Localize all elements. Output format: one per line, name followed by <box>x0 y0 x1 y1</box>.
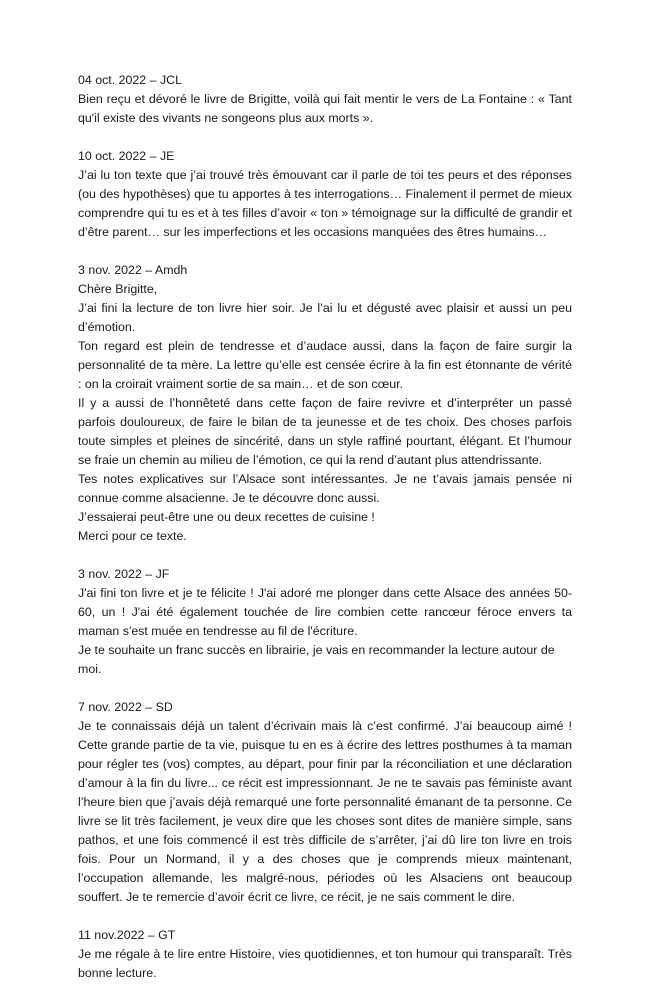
entry-paragraph: Je te souhaite un franc succès en librairie, je vais en recommander la lecture autour de moi. <box>78 643 555 676</box>
comment-entry-jf <box>78 565 572 679</box>
comment-entry-amdh <box>78 261 572 546</box>
entry-closing: Merci pour ce texte. <box>78 529 187 543</box>
entry-header: 11 nov.2022 – GT <box>78 928 176 942</box>
entry-paragraph: Je me régale à te lire entre Histoire, vies quotidiennes, et ton humour qui transparaît. Très bonne lecture. <box>78 947 572 980</box>
entry-paragraph: Il y a aussi de l’honnêteté dans cette façon de faire revivre et d’interpréter un passé parfois douloureux, de faire le bilan de ta jeunesse et de tes choix. Des choses parfois toute simples et pleines de sincérité, dans un style raffiné pourtant, élégant. Et l’humour se fraie un chemin au milieu de l’émotion, ce qui la rend d’autant plus attendrissante. <box>78 396 572 467</box>
entry-paragraph: Ton regard est plein de tendresse et d’audace aussi, dans la façon de faire surgir la personnalité de ta mère. La lettre qu’elle est censée écrire à la fin est étonnante de vérité : on la croirait vraiment sortie de sa main… et de son cœur. <box>78 339 572 391</box>
comment-entry-gt <box>78 926 572 983</box>
entry-header: 04 oct. 2022 – JCL <box>78 73 183 87</box>
entry-header: 3 nov. 2022 – JF <box>78 567 170 581</box>
entry-paragraph: Je te connaissais déjà un talent d’écrivain mais là c’est confirmé. J’ai beaucoup aimé ! Cette grande partie de ta vie, puisque tu en es à écrire des lettres posthumes à ta maman pour régler tes (vos) comptes, au départ, pour finir par la réconciliation et une déclaration d’amour à la fin du livre... ce récit est impressionnant. Je ne te savais pas féministe avant l’heure bien que j’avais déjà remarqué une forte personnalité émanant de ta personne. Ce livre se lit très facilement, je veux dire que les choses sont dites de manière simple, sans pathos, et une fois commencé il est très difficile de s’arrêter, j’ai dû lire ton livre en trois fois. Pour un Normand, il y a des choses que je comprends mieux maintenant, l’occupation allemande, les malgré-nous, périodes où les Alsaciens ont beaucoup souffert. Je te remercie d’avoir écrit ce livre, ce récit, je ne sais comment le dire. <box>78 719 572 904</box>
entry-header: 3 nov. 2022 – Amdh <box>78 263 188 277</box>
entry-paragraph: Tes notes explicatives sur l’Alsace sont intéressantes. Je ne t’avais jamais pensée ni connue comme alsacienne. Je te découvre donc aussi. <box>78 472 572 505</box>
entry-header: 7 nov. 2022 – SD <box>78 700 173 714</box>
entry-paragraph: J'ai fini ton livre et je te félicite ! J'ai adoré me plonger dans cette Alsace des années 50-60, un ! J'ai été également touchée de lire combien cette rancœur féroce envers ta maman s'est muée en tendresse au fil de l'écriture. <box>78 586 572 638</box>
comment-entry-jcl <box>78 71 572 128</box>
document-page <box>78 71 572 1002</box>
entry-header: 10 oct. 2022 – JE <box>78 149 175 163</box>
comment-entry-je <box>78 147 572 242</box>
comment-entry-sd <box>78 698 572 907</box>
entry-salutation: Chère Brigitte, <box>78 282 158 296</box>
entry-paragraph: Bien reçu et dévoré le livre de Brigitte, voilà qui fait mentir le vers de La Fontaine : « Tant qu'il existe des vivants ne songeons plus aux morts ». <box>78 92 572 125</box>
entry-paragraph: J’ai lu ton texte que j’ai trouvé très émouvant car il parle de toi tes peurs et des réponses (ou des hypothèses) que tu apportes à tes interrogations… Finalement il permet de mieux comprendre qui tu es et à tes filles d’avoir « ton » témoignage sur la difficulté de grandir et d’être parent… sur les imperfections et les occasions manquées des êtres humains… <box>78 168 572 239</box>
entry-paragraph: J’ai fini la lecture de ton livre hier soir. Je l’ai lu et dégusté avec plaisir et aussi un peu d’émotion. <box>78 301 572 334</box>
entry-paragraph: J’essaierai peut-être une ou deux recettes de cuisine ! <box>78 510 375 524</box>
